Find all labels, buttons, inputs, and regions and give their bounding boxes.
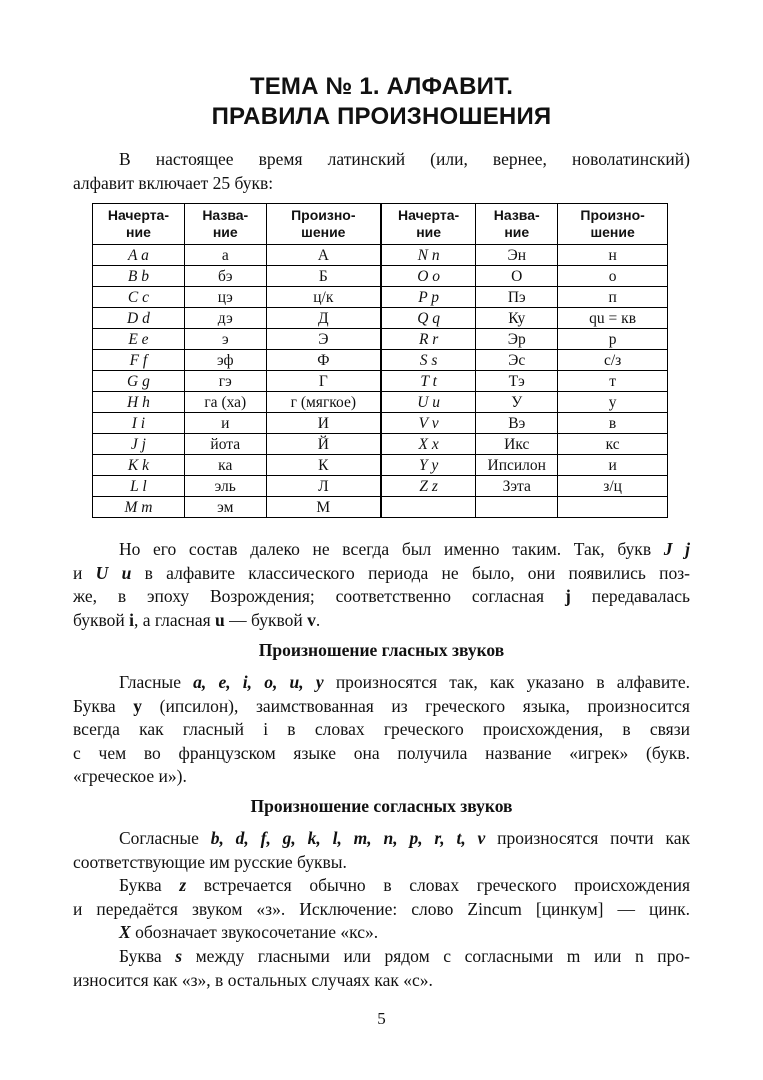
- alphabet-table-row: [93, 329, 668, 350]
- history-line-1: Но его состав далеко не всегда был именно таким. Так, букв J j: [119, 539, 690, 559]
- alphabet-table-row: [93, 350, 668, 371]
- consonants-line-6: Буква s между гласными или рядом с согласными m или n про-: [119, 945, 690, 966]
- letter-name-cell: [476, 497, 558, 518]
- letter-name-cell: Зэта: [476, 476, 558, 497]
- pronunciation-cell: Д: [266, 308, 381, 329]
- alphabet-table-row: [93, 308, 668, 329]
- history-line-2: и U u в алфавите классического периода не было, они появились поз-: [73, 562, 690, 583]
- consonants-paragraph: [73, 827, 690, 992]
- letter-form-cell: C c: [93, 287, 185, 308]
- letter-form-cell: D d: [93, 308, 185, 329]
- pronunciation-cell: М: [266, 497, 381, 518]
- intro-line-1: В настоящее время латинский (или, вернее, новолатинский): [119, 149, 690, 169]
- letter-name-cell: эм: [184, 497, 266, 518]
- letter-name-cell: эль: [184, 476, 266, 497]
- alphabet-table-header-row: [93, 204, 668, 245]
- letter-form-cell: M m: [93, 497, 185, 518]
- letter-form-cell: F f: [93, 350, 185, 371]
- consonants-line-5: X обозначает звукосочетание «кс».: [119, 922, 379, 943]
- history-line-4: буквой i, а гласная u — буквой v.: [73, 609, 321, 630]
- pronunciation-cell: о: [558, 266, 668, 287]
- letter-name-cell: га (ха): [184, 392, 266, 413]
- letter-form-cell: [381, 497, 476, 518]
- history-line-3: же, в эпоху Возрождения; соответственно согласная j передавалась: [73, 586, 690, 607]
- letter-name-cell: и: [184, 413, 266, 434]
- pronunciation-cell: ц/к: [266, 287, 381, 308]
- page-number: 5: [377, 1009, 386, 1028]
- vowels-line-1: Гласные a, e, i, o, u, y произносятся так, как указано в алфавите.: [119, 672, 690, 692]
- vowels-line-3: всегда как гласный i в словах греческого происхождения, в связи: [73, 719, 690, 740]
- vowels-line-4: с чем во французском языке она получила название «игрек» (букв.: [73, 742, 690, 763]
- pronunciation-cell: т: [558, 371, 668, 392]
- letter-form-cell: G g: [93, 371, 185, 392]
- vowels-paragraph: [73, 671, 690, 789]
- letter-form-cell: A a: [93, 245, 185, 266]
- pronunciation-cell: в: [558, 413, 668, 434]
- intro-paragraph: [73, 148, 690, 195]
- letter-form-cell: H h: [93, 392, 185, 413]
- pronunciation-cell: н: [558, 245, 668, 266]
- col-header-name-2: Назва- ние: [476, 204, 558, 245]
- pronunciation-cell: р: [558, 329, 668, 350]
- pronunciation-cell: И: [266, 413, 381, 434]
- alphabet-table: [92, 203, 668, 518]
- alphabet-table-row: [93, 455, 668, 476]
- letter-name-cell: цэ: [184, 287, 266, 308]
- letter-form-cell: U u: [381, 392, 476, 413]
- col-header-pronunciation-2: Произно- шение: [558, 204, 668, 245]
- letter-name-cell: О: [476, 266, 558, 287]
- letter-form-cell: N n: [381, 245, 476, 266]
- pronunciation-cell: у: [558, 392, 668, 413]
- letter-name-cell: гэ: [184, 371, 266, 392]
- pronunciation-cell: Ф: [266, 350, 381, 371]
- letter-name-cell: бэ: [184, 266, 266, 287]
- letter-form-cell: L l: [93, 476, 185, 497]
- letter-form-cell: O o: [381, 266, 476, 287]
- letter-name-cell: Эс: [476, 350, 558, 371]
- pronunciation-cell: Л: [266, 476, 381, 497]
- alphabet-table-row: [93, 266, 668, 287]
- letter-form-cell: Q q: [381, 308, 476, 329]
- pronunciation-cell: Э: [266, 329, 381, 350]
- page-title-line-2: ПРАВИЛА ПРОИЗНОШЕНИЯ: [211, 103, 552, 130]
- pronunciation-cell: Г: [266, 371, 381, 392]
- pronunciation-cell: qu = кв: [558, 308, 668, 329]
- letter-name-cell: йота: [184, 434, 266, 455]
- col-header-form-1: Начерта- ние: [93, 204, 185, 245]
- letter-form-cell: S s: [381, 350, 476, 371]
- consonants-line-4: и передаётся звуком «з». Исключение: слово Zincum [цинкум] — цинк.: [73, 898, 690, 919]
- alphabet-table-row: [93, 245, 668, 266]
- vowels-line-5: «греческое и»).: [73, 766, 187, 787]
- alphabet-table-row: [93, 413, 668, 434]
- pronunciation-cell: и: [558, 455, 668, 476]
- col-header-name-1: Назва- ние: [184, 204, 266, 245]
- pronunciation-cell: г (мягкое): [266, 392, 381, 413]
- letter-form-cell: R r: [381, 329, 476, 350]
- letter-name-cell: э: [184, 329, 266, 350]
- consonants-line-7: износится как «з», в остальных случаях как «с».: [73, 969, 433, 990]
- pronunciation-cell: К: [266, 455, 381, 476]
- letter-name-cell: У: [476, 392, 558, 413]
- pronunciation-cell: з/ц: [558, 476, 668, 497]
- letter-form-cell: E e: [93, 329, 185, 350]
- consonants-line-3: Буква z встречается обычно в словах греческого происхождения: [119, 875, 690, 896]
- letter-form-cell: X x: [381, 434, 476, 455]
- letter-form-cell: Z z: [381, 476, 476, 497]
- pronunciation-cell: А: [266, 245, 381, 266]
- letter-name-cell: Вэ: [476, 413, 558, 434]
- letter-name-cell: эф: [184, 350, 266, 371]
- pronunciation-cell: Б: [266, 266, 381, 287]
- letter-name-cell: Эр: [476, 329, 558, 350]
- pronunciation-cell: [558, 497, 668, 518]
- letter-form-cell: K k: [93, 455, 185, 476]
- pronunciation-cell: с/з: [558, 350, 668, 371]
- alphabet-table-row: [93, 392, 668, 413]
- pronunciation-cell: кс: [558, 434, 668, 455]
- letter-form-cell: J j: [93, 434, 185, 455]
- letter-form-cell: V v: [381, 413, 476, 434]
- letter-name-cell: дэ: [184, 308, 266, 329]
- letter-name-cell: Икс: [476, 434, 558, 455]
- page-title-line-1: ТЕМА № 1. АЛФАВИТ.: [249, 73, 514, 100]
- consonants-line-1: Согласные b, d, f, g, k, l, m, n, p, r, t, v произносятся почти как: [119, 828, 690, 848]
- letter-form-cell: Y y: [381, 455, 476, 476]
- vowels-line-2: Буква y (ипсилон), заимствованная из греческого языка, произносится: [73, 695, 690, 716]
- letter-form-cell: I i: [93, 413, 185, 434]
- letter-name-cell: Ипсилон: [476, 455, 558, 476]
- section-heading-vowels: Произношение гласных звуков: [258, 640, 505, 660]
- col-header-form-2: Начерта- ние: [381, 204, 476, 245]
- pronunciation-cell: п: [558, 287, 668, 308]
- alphabet-table-row: [93, 497, 668, 518]
- section-heading-consonants: Произношение согласных звуков: [250, 796, 513, 816]
- history-paragraph: [73, 538, 690, 632]
- pronunciation-cell: Й: [266, 434, 381, 455]
- alphabet-table-row: [93, 287, 668, 308]
- intro-line-2: алфавит включает 25 букв:: [73, 172, 274, 193]
- letter-name-cell: ка: [184, 455, 266, 476]
- letter-name-cell: Пэ: [476, 287, 558, 308]
- alphabet-table-row: [93, 371, 668, 392]
- alphabet-table-row: [93, 476, 668, 497]
- alphabet-table-row: [93, 434, 668, 455]
- letter-name-cell: Тэ: [476, 371, 558, 392]
- letter-name-cell: Ку: [476, 308, 558, 329]
- col-header-pronunciation-1: Произно- шение: [266, 204, 381, 245]
- letter-form-cell: T t: [381, 371, 476, 392]
- letter-name-cell: а: [184, 245, 266, 266]
- letter-form-cell: P p: [381, 287, 476, 308]
- consonants-line-2: соответствующие им русские буквы.: [73, 851, 347, 872]
- letter-name-cell: Эн: [476, 245, 558, 266]
- letter-form-cell: B b: [93, 266, 185, 287]
